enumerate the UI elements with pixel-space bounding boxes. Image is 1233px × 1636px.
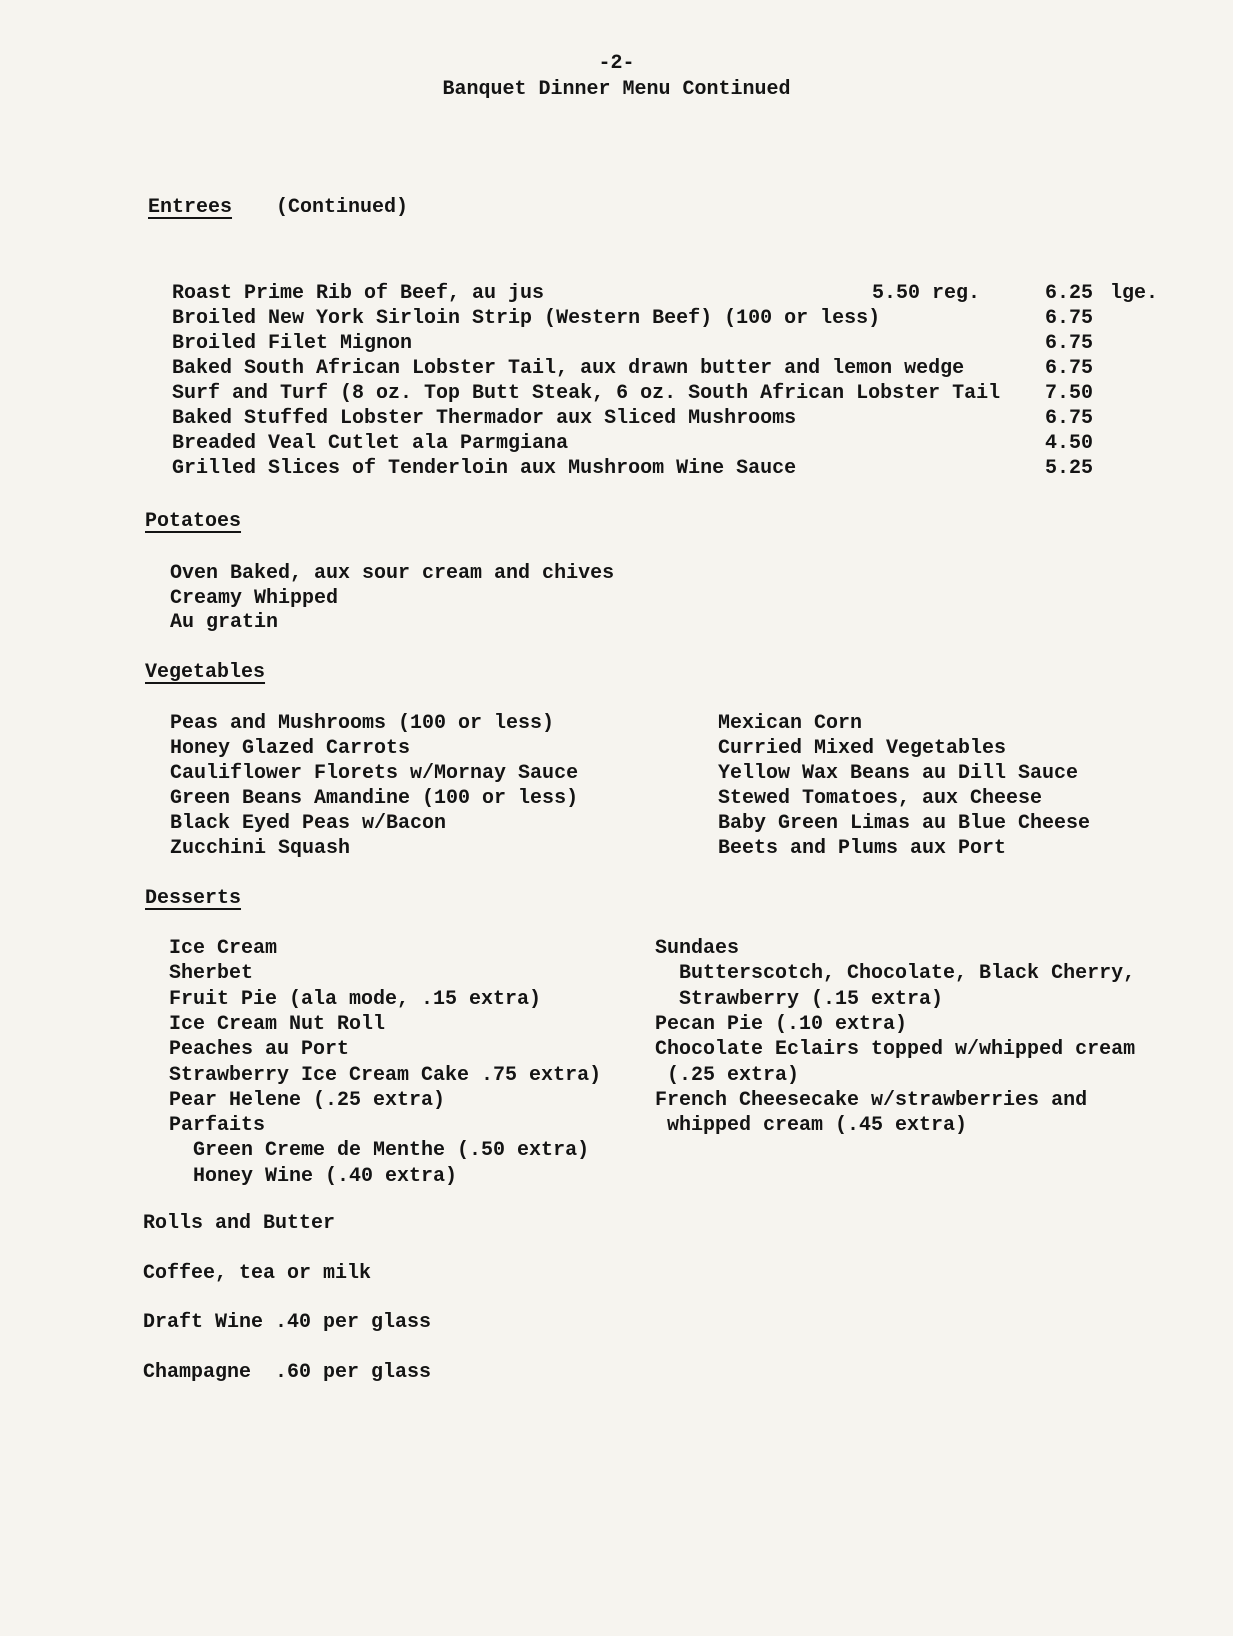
dessert-item: Peaches au Port	[169, 1038, 350, 1062]
potato-item: Au gratin	[170, 611, 279, 634]
dessert-item: Ice Cream	[169, 937, 278, 960]
page-title: Banquet Dinner Menu Continued	[442, 78, 791, 101]
entree-name: Breaded Veal Cutlet ala Parmgiana	[172, 432, 569, 455]
extra-item: Rolls and Butter	[143, 1212, 336, 1235]
dessert-item: Strawberry (.15 extra)	[655, 987, 944, 1011]
potatoes-heading: Potatoes	[145, 510, 242, 533]
entree-price: 5.25	[1045, 457, 1094, 480]
entree-name: Broiled New York Sirloin Strip (Western Beef) (100 or less)	[172, 307, 881, 330]
entree-name: Baked South African Lobster Tail, aux drawn butter and lemon wedge	[172, 357, 965, 380]
entree-row	[172, 282, 1172, 307]
vegetable-item: Zucchini Squash	[170, 837, 351, 860]
potato-item: Creamy Whipped	[170, 586, 339, 610]
entree-price: 4.50	[1045, 432, 1094, 455]
entree-row	[172, 357, 1172, 382]
vegetable-item: Honey Glazed Carrots	[170, 737, 411, 760]
entree-row	[172, 407, 1172, 432]
extra-item: Coffee, tea or milk	[143, 1262, 372, 1285]
vegetable-item: Mexican Corn	[718, 712, 863, 735]
entree-row	[172, 382, 1172, 407]
potato-item: Oven Baked, aux sour cream and chives	[170, 562, 615, 585]
entree-price: 6.75	[1045, 307, 1094, 330]
entree-price: 6.25	[1045, 282, 1094, 305]
dessert-item: Pecan Pie (.10 extra)	[655, 1012, 908, 1036]
entree-row	[172, 432, 1172, 457]
entree-price: 6.75	[1045, 332, 1094, 355]
dessert-item: French Cheesecake w/strawberries and	[655, 1088, 1088, 1112]
dessert-item: Ice Cream Nut Roll	[169, 1012, 386, 1036]
dessert-item: Strawberry Ice Cream Cake .75 extra)	[169, 1063, 602, 1087]
entree-price: 6.75	[1045, 357, 1094, 380]
dessert-item: whipped cream (.45 extra)	[655, 1114, 968, 1138]
dessert-item: Butterscotch, Chocolate, Black Cherry,	[655, 962, 1136, 986]
entree-name: Surf and Turf (8 oz. Top Butt Steak, 6 oz. South African Lobster Tail	[172, 382, 1001, 405]
vegetable-item: Beets and Plums aux Port	[718, 837, 1007, 860]
page-number: -2-	[598, 52, 635, 75]
dessert-item: Pear Helene (.25 extra)	[169, 1088, 446, 1112]
entree-name: Baked Stuffed Lobster Thermador aux Sliced Mushrooms	[172, 407, 797, 430]
entree-size: lge.	[1110, 282, 1159, 305]
dessert-item: Green Creme de Menthe (.50 extra)	[169, 1139, 590, 1163]
vegetables-heading: Vegetables	[145, 661, 266, 684]
dessert-item: Honey Wine (.40 extra)	[169, 1164, 458, 1188]
entree-name: Roast Prime Rib of Beef, au jus	[172, 282, 545, 305]
entree-name: Grilled Slices of Tenderloin aux Mushroom Wine Sauce	[172, 457, 797, 480]
dessert-item: Fruit Pie (ala mode, .15 extra)	[169, 987, 542, 1011]
entree-price: 6.75	[1045, 407, 1094, 430]
vegetable-item: Yellow Wax Beans au Dill Sauce	[718, 762, 1079, 785]
vegetable-item: Peas and Mushrooms (100 or less)	[170, 712, 555, 735]
entree-regular-price: 5.50 reg.	[872, 282, 981, 305]
desserts-heading: Desserts	[145, 887, 242, 910]
entree-row	[172, 332, 1172, 357]
vegetable-item: Green Beans Amandine (100 or less)	[170, 787, 579, 810]
vegetable-item: Stewed Tomatoes, aux Cheese	[718, 787, 1043, 810]
vegetable-item: Cauliflower Florets w/Mornay Sauce	[170, 762, 579, 785]
vegetable-item: Baby Green Limas au Blue Cheese	[718, 812, 1091, 835]
extra-item: Champagne .60 per glass	[143, 1361, 432, 1384]
vegetable-item: Black Eyed Peas w/Bacon	[170, 812, 447, 835]
dessert-item: (.25 extra)	[655, 1063, 800, 1087]
entrees-heading: Entrees	[148, 196, 233, 219]
dessert-item: Chocolate Eclairs topped w/whipped cream	[655, 1038, 1136, 1062]
entree-price: 7.50	[1045, 382, 1094, 405]
dessert-item: Sundaes	[655, 937, 740, 960]
dessert-item: Sherbet	[169, 962, 254, 986]
entree-row	[172, 307, 1172, 332]
vegetable-item: Curried Mixed Vegetables	[718, 737, 1007, 760]
extra-item: Draft Wine .40 per glass	[143, 1311, 432, 1334]
entree-row	[172, 457, 1172, 482]
entree-name: Broiled Filet Mignon	[172, 332, 413, 355]
dessert-item: Parfaits	[169, 1114, 266, 1138]
entrees-note: (Continued)	[276, 196, 409, 219]
